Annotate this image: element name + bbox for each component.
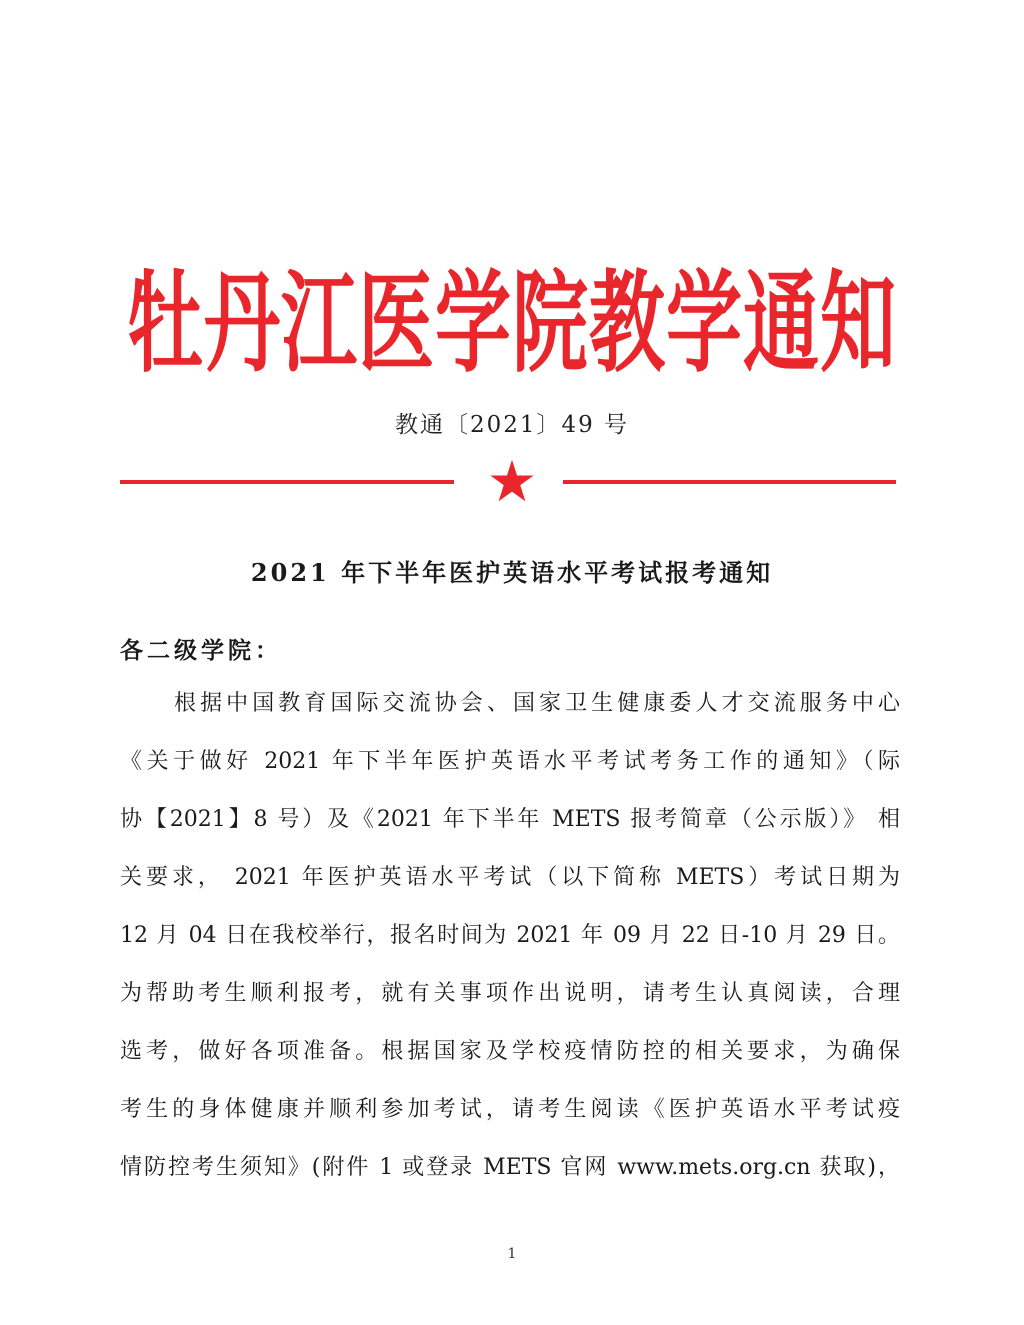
red-divider-right bbox=[563, 480, 896, 484]
body-line: 选考，做好各项准备。根据国家及学校疫情防控的相关要求，为确保 bbox=[120, 1039, 900, 1064]
red-star-icon bbox=[489, 458, 535, 504]
red-divider-left bbox=[120, 480, 454, 484]
body-line: 协【2021】8 号）及《2021 年下半年 METS 报考简章（公示版）》 相 bbox=[120, 807, 900, 832]
page-number: 1 bbox=[507, 1246, 517, 1262]
body-line: 关要求， 2021 年医护英语水平考试（以下简称 METS）考试日期为 bbox=[120, 865, 900, 890]
body-line: 为帮助考生顺利报考，就有关事项作出说明，请考生认真阅读，合理 bbox=[120, 981, 900, 1006]
notice-title: 2021 年下半年医护英语水平考试报考通知 bbox=[250, 558, 774, 587]
body-line: 根据中国教育国际交流协会、国家卫生健康委人才交流服务中心 bbox=[174, 691, 900, 716]
body-line: 情防控考生须知》(附件 1 或登录 METS 官网 www.mets.org.cn 获取)， bbox=[120, 1155, 900, 1180]
body-line: 考生的身体健康并顺利参加考试，请考生阅读《医护英语水平考试疫 bbox=[120, 1097, 900, 1122]
document-number: 教通〔2021〕49 号 bbox=[394, 412, 630, 438]
salutation: 各二级学院： bbox=[120, 637, 282, 664]
institution-masthead: 牡丹江医学院教学通知 bbox=[127, 258, 897, 388]
body-line: 《关于做好 2021 年下半年医护英语水平考试考务工作的通知》（际 bbox=[120, 749, 900, 774]
body-line: 12 月 04 日在我校举行，报名时间为 2021 年 09 月 22 日-10 月 29 日。 bbox=[120, 923, 900, 948]
